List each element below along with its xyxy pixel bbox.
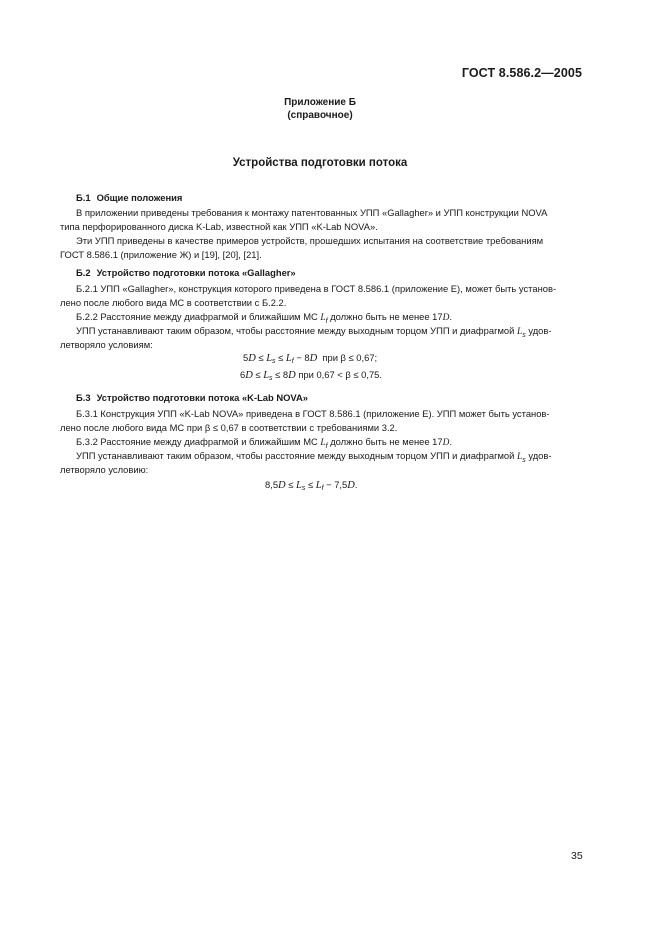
section-number: Б.1 bbox=[76, 192, 91, 203]
section-title: Устройство подготовки потока «K-Lab NOVA» bbox=[96, 392, 308, 403]
paragraph-line: летворяло условиям: bbox=[60, 339, 153, 350]
paragraph-line: летворяло условию: bbox=[60, 464, 149, 475]
section-number: Б.3 bbox=[76, 392, 91, 403]
section-title: Устройство подготовки потока «Gallagher» bbox=[96, 267, 296, 278]
paragraph-line: Б.2.2 Расстояние между диафрагмой и ближайшим МС $L_f$ должно быть не менее 17D. bbox=[76, 311, 452, 325]
section-title: Общие положения bbox=[96, 192, 183, 203]
formula-b2-2: $6D \le L_s \le 8D$ при 0,67 < β ≤ 0,75. bbox=[240, 369, 382, 382]
formula-b2-1: $5D \le L_s \le L_f - 8D$ при β ≤ 0,67; bbox=[243, 352, 378, 365]
main-title: Устройства подготовки потока bbox=[232, 157, 408, 169]
appendix-title: Приложение Б bbox=[284, 97, 356, 108]
paragraph-line: Эти УПП приведены в качестве примеров устройств, прошедших испытания на соответствие требованиям bbox=[76, 235, 544, 246]
paragraph-line: лено после любого вида МС при β ≤ 0,67 в соответствии с требованиями 3.2. bbox=[60, 422, 398, 433]
page-number: 35 bbox=[571, 850, 583, 862]
paragraph-line: лено после любого вида МС в соответствии с Б.2.2. bbox=[60, 297, 287, 308]
paragraph-line: УПП устанавливают таким образом, чтобы расстояние между выходным торцом УПП и диафрагмой $L_s$ удов- bbox=[76, 450, 552, 464]
paragraph-line: типа перфорированного диска K-Lab, известной как УПП «K-Lab NOVA». bbox=[60, 221, 378, 232]
section-heading-b2 bbox=[76, 267, 296, 278]
section-heading-b3 bbox=[76, 392, 308, 403]
section-number: Б.2 bbox=[76, 267, 91, 278]
formula-b3: $8,5D \le L_s \le L_f - 7,5D$. bbox=[265, 479, 358, 492]
paragraph-line: ГОСТ 8.586.1 (приложение Ж) и [19], [20], [21]. bbox=[60, 249, 262, 260]
section-heading-b1 bbox=[76, 192, 182, 203]
paragraph-line: УПП устанавливают таким образом, чтобы расстояние между выходным торцом УПП и диафрагмой $L_s$ удов- bbox=[76, 325, 552, 339]
paragraph-line: Б.3.2 Расстояние между диафрагмой и ближайшим МС $L_f$ должно быть не менее 17D. bbox=[76, 436, 452, 450]
standard-code: ГОСТ 8.586.2—2005 bbox=[461, 66, 582, 80]
appendix-subtitle: (справочное) bbox=[287, 110, 353, 121]
paragraph-line: Б.2.1 УПП «Gallagher», конструкция которого приведена в ГОСТ 8.586.1 (приложение Е), может быть установ- bbox=[76, 283, 557, 294]
paragraph-line: Б.3.1 Конструкция УПП «K-Lab NOVA» приведена в ГОСТ 8.586.1 (приложение Е). УПП может быть установ- bbox=[76, 408, 550, 419]
paragraph-line: В приложении приведены требования к монтажу патентованных УПП «Gallagher» и УПП конструкции NOVA bbox=[76, 207, 548, 218]
